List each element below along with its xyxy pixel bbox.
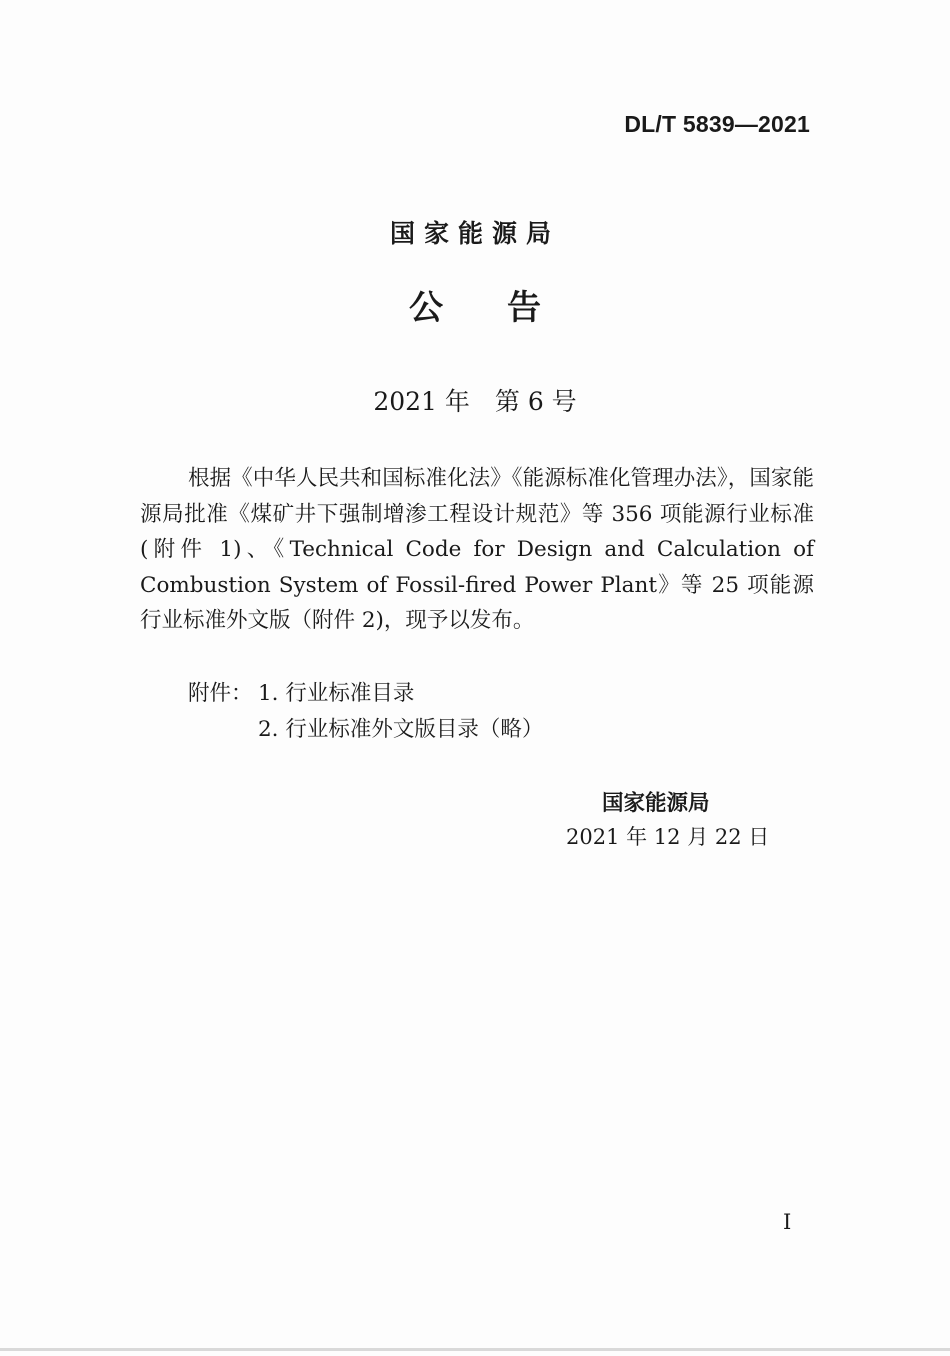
document-number: 2021 年 第 6 号 xyxy=(373,387,577,416)
announcement-body-paragraph: 根据《中华人民共和国标准化法》《能源标准化管理办法》，国家能源局批准《煤矿井下强制增渗工程设计规范》等 356 项能源行业标准(附件 1)、《Technical Code for Design and Calculation of Combustion System of Fossil-fired Power Plant》等 25 项能源行业标准外文版（附件 2)，现予以发布。 xyxy=(140,466,814,633)
attachment-item-text: 1. 行业标准目录 xyxy=(258,681,415,706)
issuer-heading: 国家能源局 xyxy=(389,219,560,248)
page-bottom-edge xyxy=(0,1348,950,1351)
attachment-item xyxy=(188,712,543,748)
signer-name: 国家能源局 xyxy=(602,791,710,816)
attachment-item xyxy=(188,676,543,712)
document-type-title: 公告 xyxy=(409,288,605,328)
attachments-list xyxy=(188,676,543,747)
attachments-label: 附件： xyxy=(188,681,253,706)
signature-date: 2021 年 12 月 22 日 xyxy=(566,825,770,849)
standard-code: DL/T 5839—2021 xyxy=(624,111,810,137)
attachment-item-text: 2. 行业标准外文版目录（略） xyxy=(258,716,544,742)
page-number: I xyxy=(783,1210,792,1234)
